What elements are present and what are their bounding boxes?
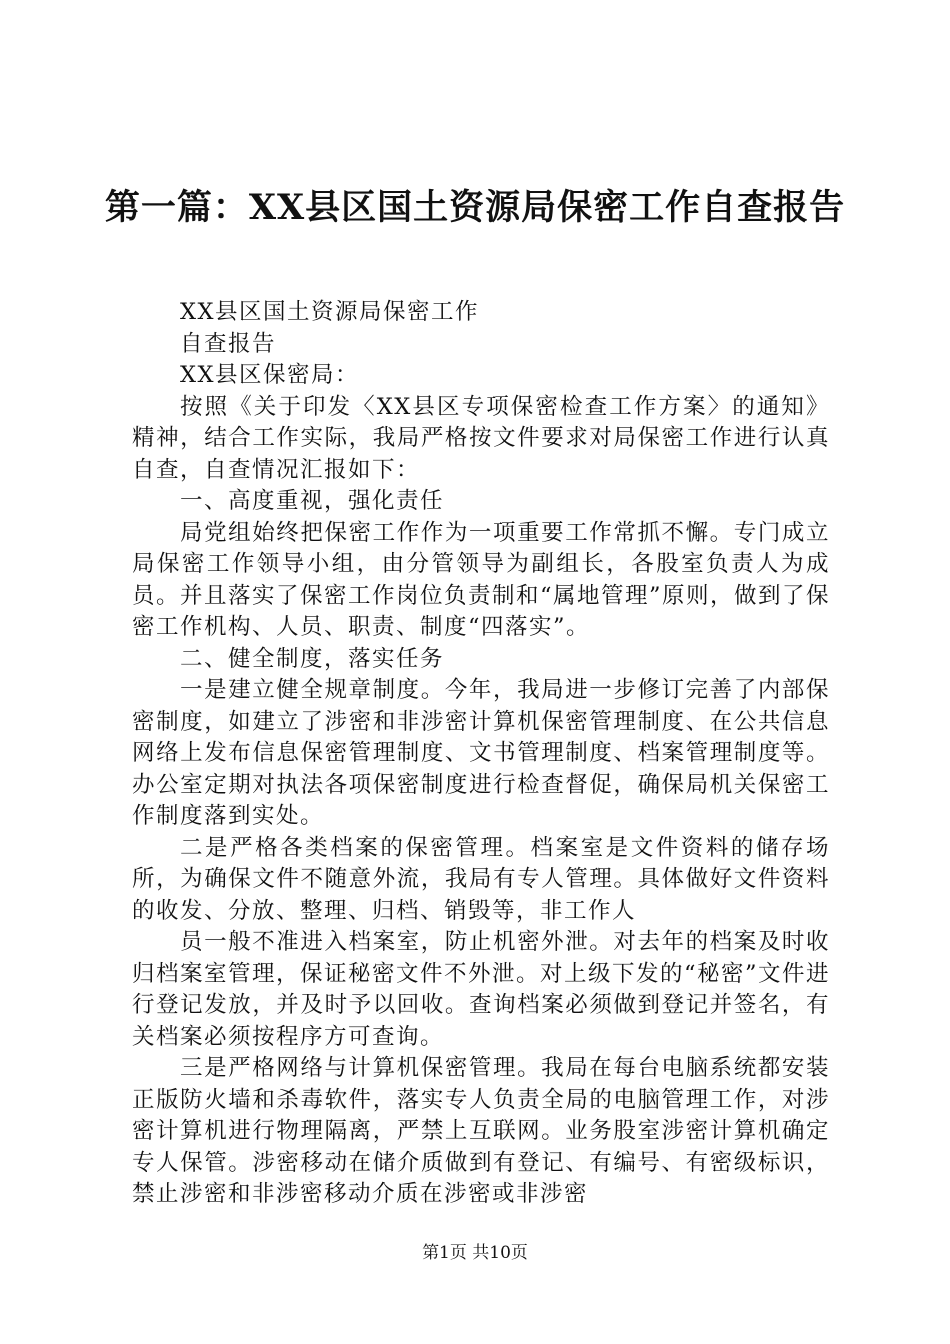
paragraph-item-3: 三是严格网络与计算机保密管理。我局在每台电脑系统都安装正版防火墙和杀毒软件，落实专人负责全局的电脑管理工作，对涉密计算机进行物理隔离，严禁上互联网。业务股室涉密计算机确定专人保管。涉密移动在储介质做到有登记、有编号、有密级标识，禁止涉密和非涉密移动介质在涉密或非涉密 [132, 1055, 830, 1207]
paragraph-item-1: 一是建立健全规章制度。今年，我局进一步修订完善了内部保密制度，如建立了涉密和非涉密计算机保密管理制度、在公共信息网络上发布信息保密管理制度、文书管理制度、档案管理制度等。办公室定期对执法各项保密制度进行检查督促，确保局机关保密工作制度落到实处。 [132, 677, 830, 829]
paragraph-item-2: 二是严格各类档案的保密管理。档案室是文件资料的储存场所，为确保文件不随意外流，我局有专人管理。具体做好文件资料的收发、分放、整理、归档、销毁等，非工作人 [132, 834, 830, 924]
paragraph-subject-line2: 自查报告 [180, 330, 277, 357]
paragraph-subject-line1: XX县区国土资源局保密工作 [180, 299, 480, 325]
page-footer: 第1页 共10页 [422, 1243, 528, 1263]
paragraph-intro: 按照《关于印发〈XX县区专项保密检查工作方案〉的通知》精神，结合工作实际，我局严格按文件要求对局保密工作进行认真自查，自查情况汇报如下： [132, 393, 830, 483]
section-heading-1: 一、高度重视，强化责任 [180, 488, 445, 514]
document-body [132, 297, 830, 1211]
document-title: 第一篇：XX县区国土资源局保密工作自查报告 [104, 187, 846, 228]
section-heading-2: 二、健全制度，落实任务 [180, 645, 445, 672]
paragraph-addressee: XX县区保密局： [180, 362, 360, 388]
paragraph-section-1: 局党组始终把保密工作作为一项重要工作常抓不懈。专门成立局保密工作领导小组，由分管领导为副组长，各股室负责人为成员。并且落实了保密工作岗位负责制和“属地管理”原则，做到了保密工作机构、人员、职责、制度“四落实”。 [132, 519, 831, 640]
paragraph-item-2-continued: 员一般不准进入档案室，防止机密外泄。对去年的档案及时收归档案室管理，保证秘密文件不外泄。对上级下发的“秘密”文件进行登记发放，并及时予以回收。查询档案必须做到登记并签名，有关档案必须按程序方可查询。 [132, 929, 831, 1050]
